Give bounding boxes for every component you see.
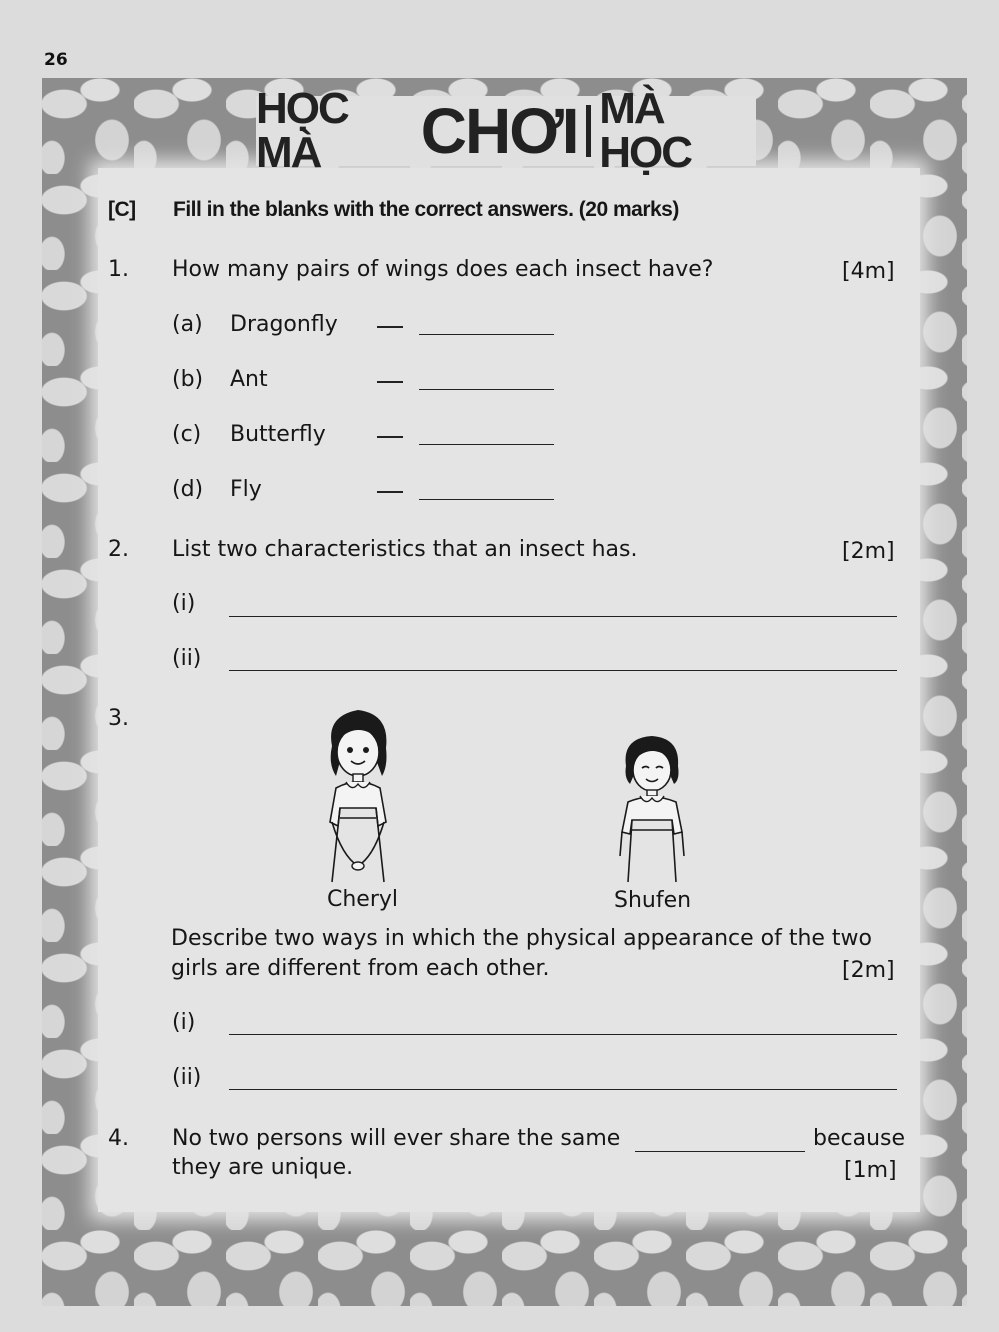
q2-answer-line-1[interactable] [229,616,897,617]
cheryl-label: Cheryl [327,887,399,912]
q1a-letter: (a) [172,312,203,337]
banner-part-2: CHƠI [420,95,578,167]
q1a-name: Dragonfly [230,312,338,337]
section-title: Fill in the blanks with the correct answers. (20 marks) [173,198,679,221]
q3-text-line-1: Describe two ways in which the physical appearance of the two [171,926,873,951]
q1a-dash [377,326,403,328]
q4-marks: [1m] [844,1158,897,1183]
q1b-letter: (b) [172,367,204,392]
banner-part-1: HỌC MÀ [256,84,348,177]
q2-answer-line-2[interactable] [229,670,897,671]
q2-item-2-label: (ii) [172,646,202,671]
q4-text-after: because [813,1126,906,1151]
q1-text: How many pairs of wings does each insect have? [172,257,714,282]
q1d-answer-blank[interactable] [419,499,554,500]
q3-number: 3. [108,706,129,731]
page-number: 26 [44,50,68,70]
q1b-answer-blank[interactable] [419,389,554,390]
q3-answer-line-2[interactable] [229,1089,897,1090]
q1c-name: Butterfly [230,422,326,447]
q3-item-1-label: (i) [172,1010,196,1035]
q4-number: 4. [108,1126,129,1151]
q4-answer-blank[interactable] [635,1151,805,1152]
banner-title [256,84,756,177]
q2-marks: [2m] [842,539,895,564]
q2-text: List two characteristics that an insect has. [172,537,638,562]
q3-item-2-label: (ii) [172,1065,202,1090]
q1d-dash [377,491,403,493]
content-panel [98,168,920,1212]
q4-text-line-2: they are unique. [172,1155,354,1180]
q1c-letter: (c) [172,422,202,447]
q1d-name: Fly [230,477,262,502]
q1-number: 1. [108,257,129,282]
q2-item-1-label: (i) [172,591,196,616]
cheryl-illustration [318,706,406,888]
q2-number: 2. [108,537,129,562]
q3-text-line-2: girls are different from each other. [171,956,550,981]
shufen-label: Shufen [614,888,692,913]
section-label: [C] [108,198,136,221]
q1b-name: Ant [230,367,268,392]
q3-answer-line-1[interactable] [229,1034,897,1035]
q3-marks: [2m] [842,958,895,983]
shufen-illustration [614,732,690,888]
banner-divider [586,105,592,157]
banner-part-3: MÀ HỌC [599,84,692,177]
q1c-answer-blank[interactable] [419,444,554,445]
q4-text-before: No two persons will ever share the same [172,1126,621,1151]
q1c-dash [377,436,403,438]
q1b-dash [377,381,403,383]
q1a-answer-blank[interactable] [419,334,554,335]
q1d-letter: (d) [172,477,204,502]
q1-marks: [4m] [842,259,895,284]
